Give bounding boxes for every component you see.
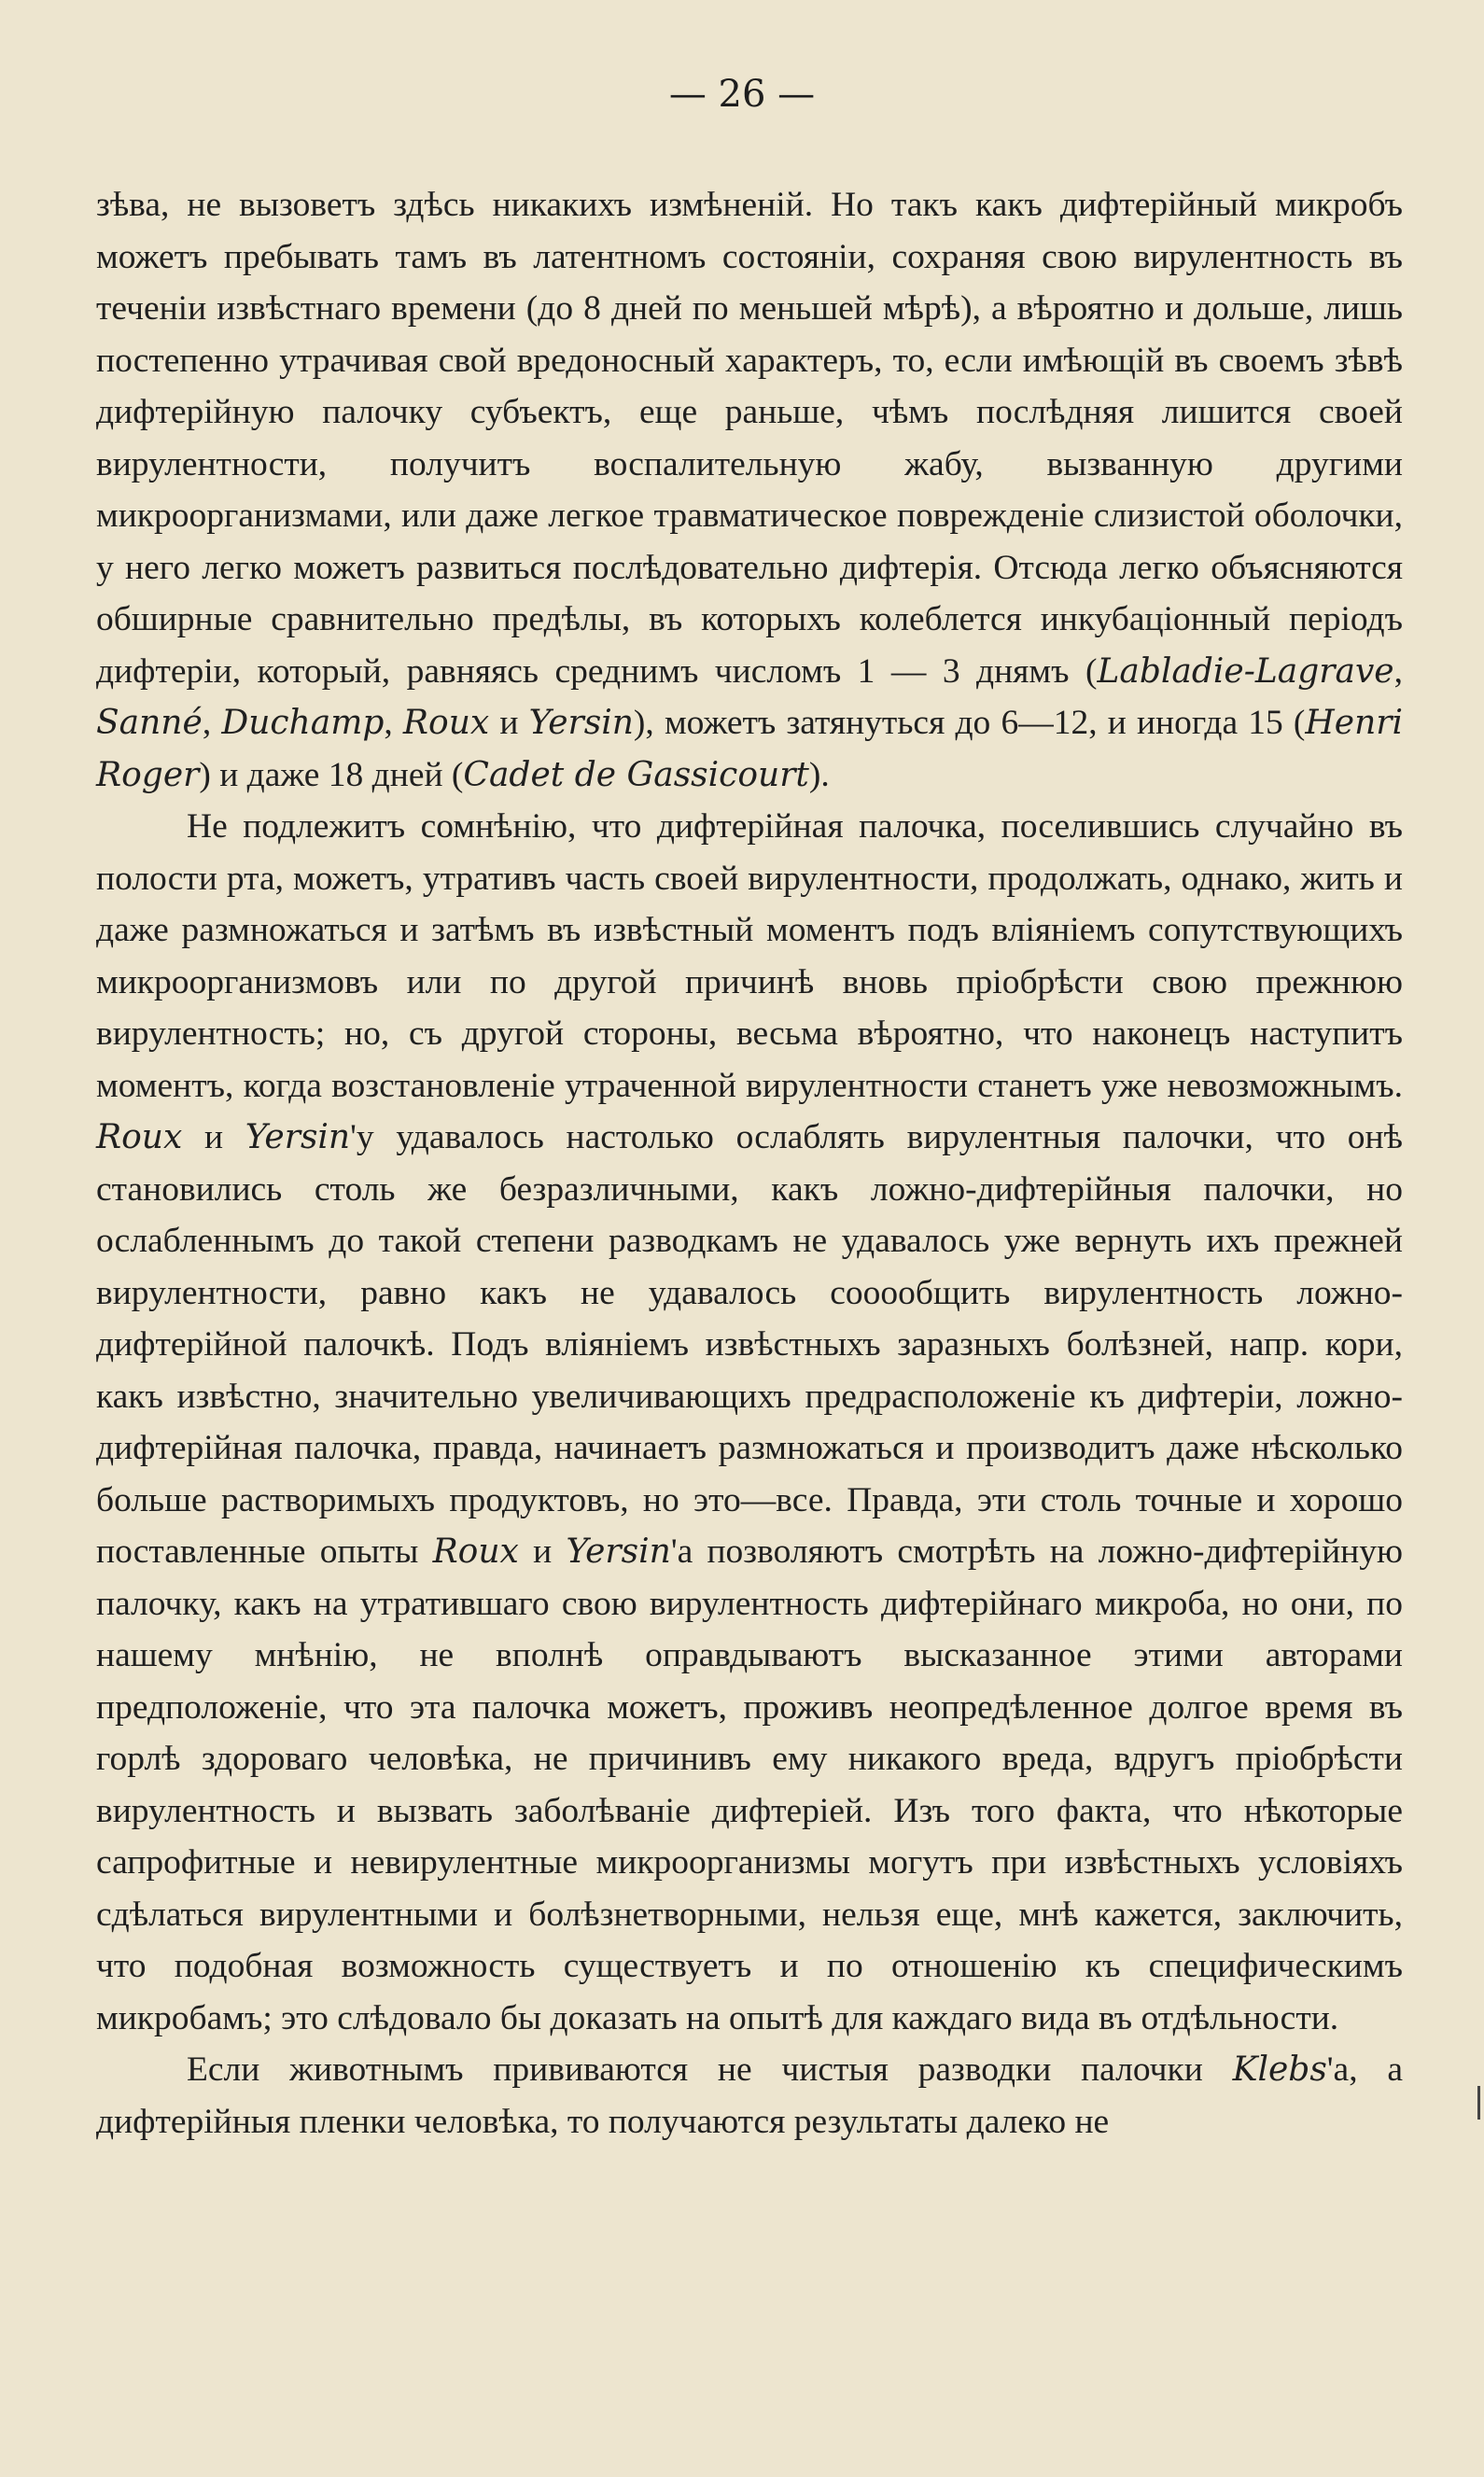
author-name: Yersin [528, 704, 634, 742]
body-text [96, 179, 1403, 2148]
author-name: Klebs [1232, 2050, 1327, 2089]
paragraph-1-text: ). [808, 755, 830, 794]
author-name: Labladie-Lagrave [1097, 651, 1394, 691]
paragraph-2 [96, 801, 1403, 2044]
paragraph-1-text: зѣва, не вызоветъ здѣсь никакихъ измѣненій. Но такъ какъ дифтерійный микробъ можетъ пребывать тамъ въ латентномъ состояніи, сохраняя свою вирулентность въ теченіи извѣстнаго времени (до 8 дней по меньшей мѣрѣ), а вѣроятно и дольше, лишь постепенно утрачивая свой вредоносный характеръ, то, если имѣющій въ своемъ зѣвѣ дифтерійную палочку субъектъ, еще раньше, чѣмъ послѣдняя лишится своей вирулентности, получитъ воспалительную жабу, вызванную другими микроорганизмами, или даже легкое травматическое повреждeніе слизистой оболочки, у него легко можетъ развиться послѣдовательно дифтерія. Отсюда легко объясняются обширные сравнительно предѣлы, въ которыхъ колеблется инкубаціонный періодъ дифтеріи, который, равняясь среднимъ числомъ 1 — 3 днямъ ( [96, 186, 1403, 691]
author-name: Yersin [245, 1118, 351, 1156]
paragraph-3 [96, 2044, 1403, 2148]
paragraph-1 [96, 179, 1403, 801]
author-name: Sanné [96, 704, 203, 742]
author-name: Henri Roger [96, 704, 1403, 794]
scan-edge-mark [1477, 2086, 1480, 2120]
paragraph-2-text: и [182, 1118, 245, 1156]
paragraph-3-text: 'а, а дифтерійныя пленки человѣка, то получаются результаты далеко не [96, 2050, 1404, 2141]
paragraph-2-text: 'у удавалось настолько ослаблять вирулентныя палочки, что онѣ становились столь же безразличными, какъ ложно-дифтерійныя палочки, но ослабленнымъ до такой степени разводкамъ не удавалось уже вернуть ихъ прежней вирулентности, равно какъ не удавалось сооообщить вирулентность ложно-дифтерійной палочкѣ. Подъ вліяніемъ извѣстныхъ заразныхъ болѣзней, напр. кори, какъ извѣстно, значительно увеличивающихъ предрасположеніе къ дифтеріи, ложно-дифтерійная палочка, правда, начинаетъ размножаться и производитъ даже нѣсколько больше растворимыхъ продуктовъ, но это—все. Правда, эти столь точные и хорошо поставленные опыты [96, 1118, 1403, 1571]
paragraph-1-text: ), можетъ затянуться до 6—12, и иногда 15 ( [633, 704, 1306, 742]
author-name: Yersin [566, 1532, 671, 1571]
author-name: Duchamp [221, 704, 385, 742]
paragraph-1-text: , [1393, 651, 1403, 691]
paragraph-2-text: Не подлежитъ сомнѣнію, что дифтерійная палочка, поселившись случайно въ полости рта, можетъ, утративъ часть своей вирулентности, продолжать, однако, жить и даже размножаться и затѣмъ въ извѣстный моментъ подъ вліяніемъ сопутствующихъ микроорганизмовъ или по другой причинѣ вновь пріобрѣсти свою прежнюю вирулентность; но, съ другой стороны, весьма вѣроятно, что наконецъ наступитъ моментъ, когда возстановленіе утраченной вирулентности станетъ уже невозможнымъ. [96, 807, 1403, 1105]
paragraph-1-text: , [384, 704, 403, 742]
paragraph-3-text: Если животнымъ прививаются не чистыя разводки палочки [187, 2050, 1233, 2089]
page-number: — 26 — [668, 73, 816, 116]
author-name: Roux [432, 1532, 519, 1571]
paragraph-1-text: , [202, 704, 222, 742]
author-name: Roux [402, 704, 490, 742]
paragraph-2-text: 'а позволяютъ смотрѣть на ложно-дифтерійную палочку, какъ на утратившаго свою вирулентность дифтерійнаго микроба, но они, по нашему мнѣнію, не вполнѣ оправдываютъ высказанное этими авторами предположеніе, что эта палочка можетъ, проживъ неопредѣленное долгое время въ горлѣ здороваго человѣка, не причинивъ ему никакого вреда, вдругъ пріобрѣсти вирулентность и вызвать заболѣваніе дифтеріей. Изъ того факта, что нѣкоторые сапрофитные и невирулентные микроорганизмы могутъ при извѣстныхъ условіяхъ сдѣлаться вирулентными и болѣзнетворными, нельзя еще, мнѣ кажется, заключить, что подобная возможность существуетъ и по отношенію къ специфическимъ микробамъ; это слѣдовало бы доказать на опытѣ для каждаго вида въ отдѣльности. [96, 1532, 1403, 2037]
paragraph-1-text: ) и даже 18 дней ( [199, 755, 464, 794]
paragraph-2-text: и [518, 1532, 567, 1571]
author-name: Roux [96, 1118, 183, 1156]
author-name: Cadet de Gassicourt [463, 755, 809, 794]
paragraph-1-text: и [489, 704, 529, 742]
